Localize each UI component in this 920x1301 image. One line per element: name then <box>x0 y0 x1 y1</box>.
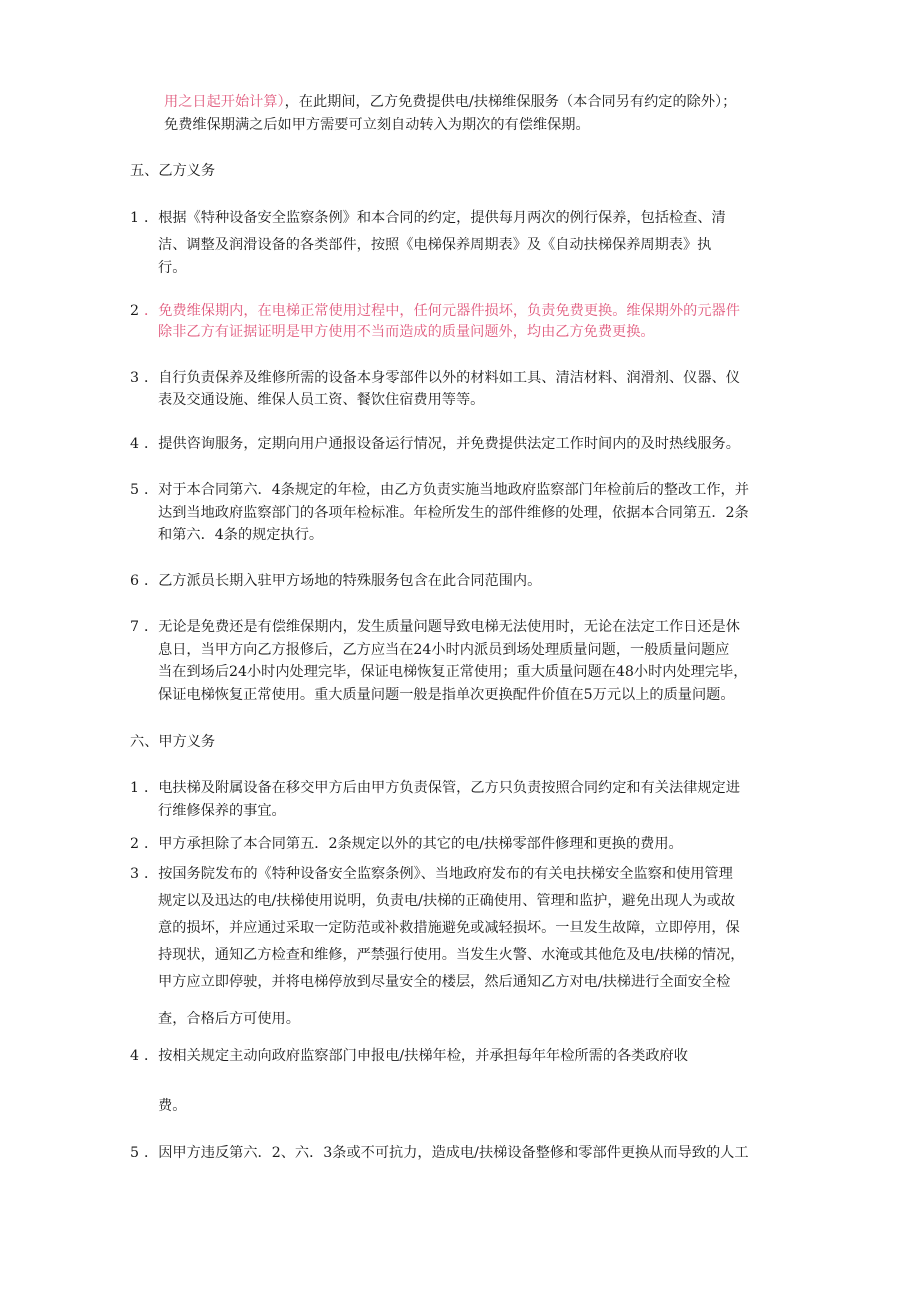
section-5-item-4-number: 4 <box>130 436 140 452</box>
section-6-item-4-line-1: ．按相关规定主动向政府监察部门申报电/扶梯年检，并承担每年年检所需的各类政府收 <box>144 1048 688 1064</box>
section-5-item-1-number: 1 <box>130 210 140 226</box>
section-6-heading: 六、甲方义务 <box>130 734 216 750</box>
section-5-item-3-line-1: ．自行负责保养及维修所需的设备本身零部件以外的材料如工具、清洁材料、润滑剂、仪器、仪 <box>144 370 740 386</box>
section-6-item-2-line-1: ．甲方承担除了本合同第五．2条规定以外的其它的电/扶梯零部件修理和更换的费用。 <box>144 836 683 852</box>
section-6-item-3-number: 3 <box>130 866 140 882</box>
section-5-item-7-line-3: 当在到场后24小时内处理完毕，保证电梯恢复正常使用；重大质量问题在48小时内处理完毕， <box>158 664 748 680</box>
section-5-item-1-line-3: 行。 <box>158 260 187 276</box>
section-5-item-3-line-2: 表及交通设施、维保人员工资、餐饮住宿费用等等。 <box>158 392 485 408</box>
section-5-item-6-number: 6 <box>130 573 140 589</box>
section-6-item-3-line-6: 查，合格后方可使用。 <box>158 1011 300 1027</box>
section-6-item-3-line-3: 意的损坏，并应通过采取一定防范或补救措施避免或减轻损坏。一旦发生故障，立即停用，保 <box>158 920 740 936</box>
section-5-item-3-number: 3 <box>130 370 140 386</box>
section-6-item-4-number: 4 <box>130 1048 140 1064</box>
section-5-item-7-number: 7 <box>130 619 140 635</box>
section-5-item-7-line-4: 保证电梯恢复正常使用。重大质量问题一般是指单次更换配件价值在5万元以上的质量问题。 <box>158 687 735 703</box>
section-5-item-5-line-2: 达到当地政府监察部门的各项年检标准。年检所发生的部件维修的处理，依据本合同第五．2条 <box>158 505 749 521</box>
section-6-item-3-line-5: 甲方应立即停驶，并将电梯停放到尽量安全的楼层，然后通知乙方对电/扶梯进行全面安全检 <box>158 974 731 990</box>
section-6-item-1-line-1: ．电扶梯及附属设备在移交甲方后由甲方负责保管，乙方只负责按照合同约定和有关法律规定进 <box>144 780 740 796</box>
section-6-item-1-number: 1 <box>130 780 140 796</box>
intro-line-1 <box>164 92 736 112</box>
section-5-item-6-line-1: ．乙方派员长期入驻甲方场地的特殊服务包含在此合同范围内。 <box>144 573 542 589</box>
section-5-item-4-line-1: ．提供咨询服务，定期向用户通报设备运行情况，并免费提供法定工作时间内的及时热线服务。 <box>144 436 740 452</box>
section-6-item-2-number: 2 <box>130 836 140 852</box>
section-5-item-5-line-3: 和第六．4条的规定执行。 <box>158 527 324 543</box>
section-6-item-3-line-1: ．按国务院发布的《特种设备安全监察条例》、当地政府发布的有关电扶梯安全监察和使用管理 <box>144 866 733 882</box>
intro-line-1-highlight: 用之日起开始计算） <box>164 94 285 110</box>
section-5-item-2-line-1: ．免费维保期内，在电梯正常使用过程中，任何元器件损坏，负责免费更换。维保期外的元器件 <box>144 303 740 319</box>
section-5-item-5-line-1: ．对于本合同第六．4条规定的年检，由乙方负责实施当地政府监察部门年检前后的整改工作，并 <box>144 482 749 498</box>
section-5-item-2-number: 2 <box>130 303 140 319</box>
section-5-heading: 五、乙方义务 <box>130 163 216 179</box>
section-5-item-1-line-2: 洁、调整及润滑设备的各类部件，按照《电梯保养周期表》及《自动扶梯保养周期表》执 <box>158 237 712 253</box>
section-6-item-3-line-4: 持现状，通知乙方检查和维修，严禁强行使用。当发生火警、水淹或其他危及电/扶梯的情况， <box>158 947 745 963</box>
section-5-item-7-line-1: ．无论是免费还是有偿维保期内，发生质量问题导致电梯无法使用时，无论在法定工作日还是休 <box>144 619 740 635</box>
section-5-item-2-line-2: 除非乙方有证据证明是甲方使用不当而造成的质量问题外，均由乙方免费更换。 <box>158 324 655 340</box>
section-6-item-4-line-2: 费。 <box>158 1098 187 1114</box>
section-6-item-5-number: 5 <box>130 1145 140 1161</box>
intro-line-1-rest: ，在此期间，乙方免费提供电/扶梯维保服务（本合同另有约定的除外）； <box>284 94 737 110</box>
section-5-item-7-line-2: 息日，当甲方向乙方报修后，乙方应当在24小时内派员到场处理质量问题，一般质量问题应 <box>158 642 730 658</box>
intro-line-2: 免费维保期满之后如甲方需要可立刻自动转入为期次的有偿维保期。 <box>164 117 590 133</box>
section-5-item-5-number: 5 <box>130 482 140 498</box>
section-6-item-5-line-1: ．因甲方违反第六．2、六．3条或不可抗力，造成电/扶梯设备整修和零部件更换从而导致的人工 <box>144 1145 749 1161</box>
section-6-item-1-line-2: 行维修保养的事宜。 <box>158 803 286 819</box>
section-6-item-3-line-2: 规定以及迅达的电/扶梯使用说明，负责电/扶梯的正确使用、管理和监护，避免出现人为或故 <box>158 893 736 909</box>
section-5-item-1-line-1: ．根据《特种设备安全监察条例》和本合同的约定，提供每月两次的例行保养，包括检查、清 <box>144 210 726 226</box>
